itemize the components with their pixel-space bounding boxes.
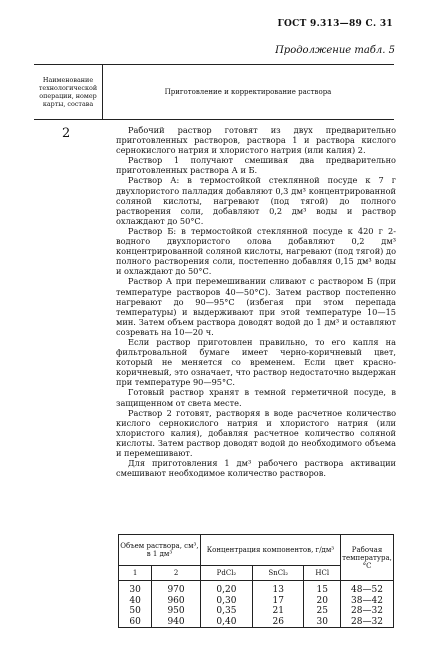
col-header-sncl2: SnCl₂ (253, 566, 304, 581)
paragraph: Готовый раствор хранят в темной герметичной посуде, в защищенном от света месте. (116, 387, 396, 408)
row-number: 2 (62, 126, 71, 141)
paragraph: Раствор 1 получают смешивая два предварительно приготовленных раствора А и Б. (116, 155, 396, 176)
table-continuation-label: Продолжение табл. 5 (275, 45, 395, 56)
table-header (34, 64, 394, 120)
table-row: 30 970 0,20 13 15 48—52 (119, 585, 394, 596)
col-header-1: 1 (119, 566, 152, 581)
col-header-concentration: Концентрация компонентов, г/дм³ (200, 535, 340, 566)
composition-table (118, 534, 394, 628)
col-header-volume: Объем раствора, см³, в 1 дм³ (119, 535, 201, 566)
table-row: 60 940 0,40 26 30 28—32 (119, 617, 394, 628)
paragraph: Раствор 2 готовят, растворяя в воде расчетное количество кислого сернокислого натрия и хлористого натрия (или хлористого калия), добавляя расчетное количество соляной кислоты. Затем раствор доводят водой до необходимого объема и перемешивают. (116, 407, 396, 458)
header-col-operation: Наименование технологической операции, номер карты, состава (34, 65, 103, 119)
procedure-text (116, 125, 396, 478)
paragraph: Рабочий раствор готовят из двух предварительно приготовленных растворов, раствора 1 и раствора кислого сернокислого натрия и хлористого натрия (или калия) 2. (116, 125, 396, 156)
col-header-pdcl2: PdCl₂ (200, 566, 252, 581)
table-row: 40 960 0,30 17 20 38—42 (119, 596, 394, 607)
paragraph: Для приготовления 1 дм³ рабочего раствора активации смешивают необходимое количество растворов. (116, 458, 396, 479)
paragraph: Раствор А: в термостойкой стеклянной посуде к 7 г двухлористого палладия добавляют 0,3 дм³ концентрированной соляной кислоты, нагревают (под тягой) до полного растворения соли, добавляют 0,2 дм³ воды и раствор охлаждают до 50°С. (116, 175, 396, 226)
paragraph: Раствор Б: в термостойкой стеклянной посуде к 420 г 2-водного двухлористого олова добавляют 0,2 дм³ концентрированной соляной кислоты, нагревают (под тягой) до полного растворения соли, постепенно добавляя 0,15 дм³ воды и охлаждают до 50°С. (116, 225, 396, 277)
header-col-preparation: Приготовление и корректирование раствора (164, 88, 332, 96)
col-header-2: 2 (152, 566, 201, 581)
paragraph: Если раствор приготовлен правильно, то его капля на фильтровальной бумаге имеет черно-коричневый цвет, который не меняется со временем. Если цвет красно-коричневый, это означает, что раствор недостаточно выдержан при температуре 90—95°С. (116, 336, 396, 388)
col-header-temperature: Рабочая температура, °С (341, 535, 394, 581)
page-header: ГОСТ 9.313—89 С. 31 (277, 19, 393, 29)
col-header-hcl: HCl (304, 566, 341, 581)
paragraph: Раствор А при перемешивании сливают с раствором Б (при температуре растворов 40—50°С). Затем раствор постепенно нагревают до 90—95°С (избегая при этом перепада температуры) и выдерживают при этой температуре 10—15 мин. Затем объем раствора доводят водой до 1 дм³ и оставляют созревать на 10—20 ч. (116, 276, 396, 337)
table-row: 50 950 0,35 21 25 28—32 (119, 606, 394, 617)
